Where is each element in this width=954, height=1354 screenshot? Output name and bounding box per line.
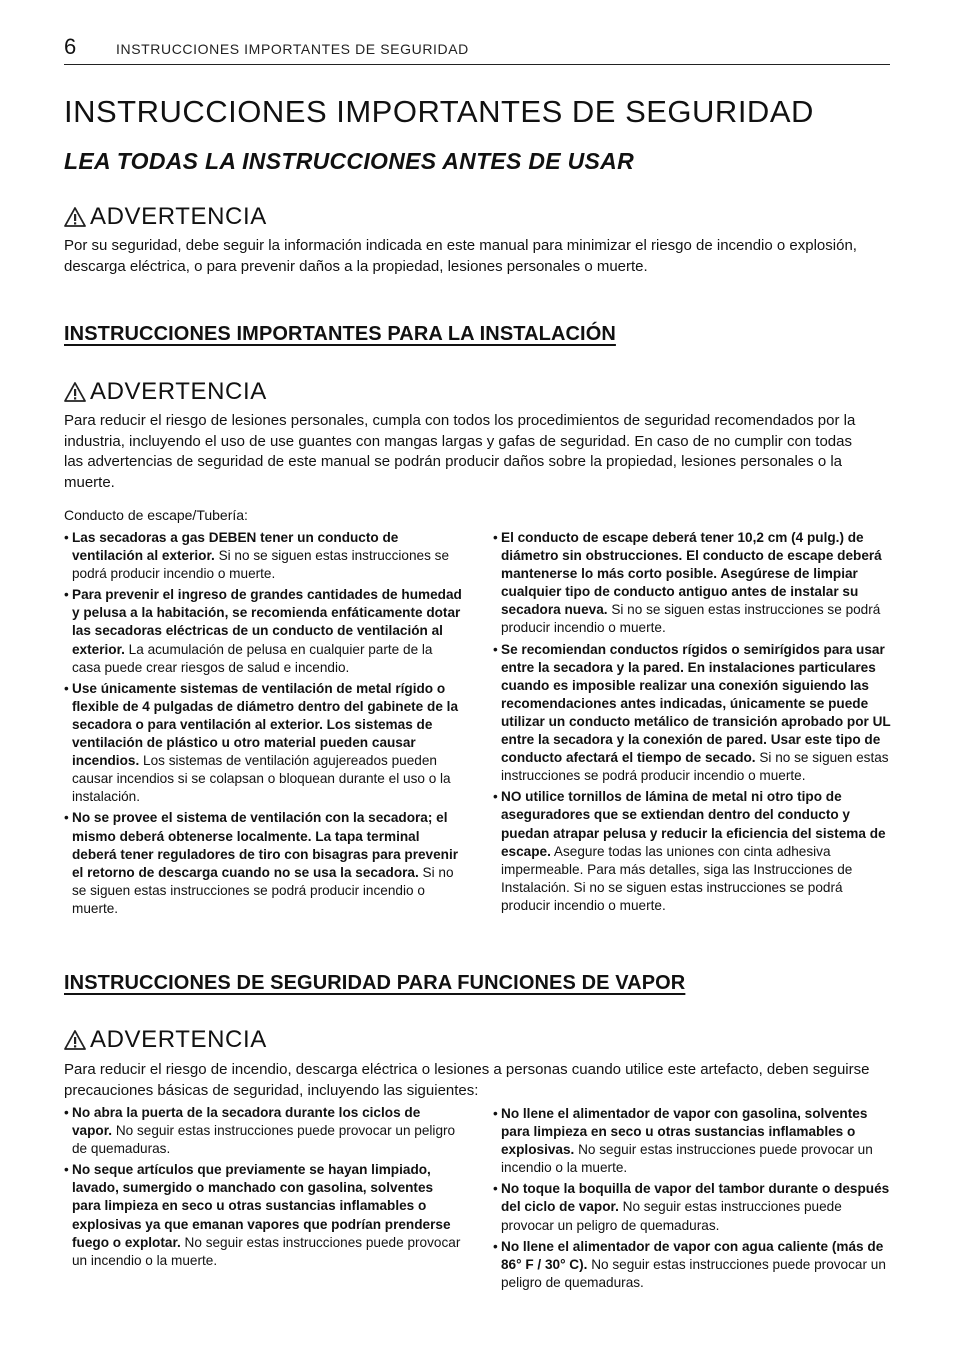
general-warning-text: Por su seguridad, debe seguir la información indicada en este manual para minimizar el riesgo de incendio o explosión, descarga eléctrica, o para prevenir daños a la propiedad, lesiones personales o muerte. (64, 237, 857, 275)
steam-warning-text: Para reducir el riesgo de incendio, descarga eléctrica o lesiones a personas cuando utilice este artefacto, deben seguirse precauciones básicas de seguridad, incluyendo las siguientes: (64, 1061, 870, 1099)
installation-list-right (493, 529, 893, 918)
list-item: • Para prevenir el ingreso de grandes cantidades de humedad y pelusa a la habitación, se recomienda enfáticamente dotar las secadoras eléctricas de un conducto de ventilación al exterior. La acumulación de pelusa en cualquier parte de la casa puede crear riesgos de salud e incendio. (64, 586, 464, 676)
page-header (64, 34, 890, 65)
exhaust-intro: Conducto de escape/Tubería: (64, 507, 248, 523)
list-item: • NO utilice tornillos de lámina de metal ni otro tipo de aseguradores que se extiendan dentro del conducto y puedan atrapar pelusa y reducir la eficiencia del sistema de escape. Asegure todas las uniones con cinta adhesiva impermeable. Para más detalles, siga las Instrucciones de Instalación. Si no se siguen estas instrucciones se podrá producir incendio o muerte. (493, 788, 893, 915)
list-item: • No abra la puerta de la secadora durante los ciclos de vapor. No seguir estas instrucciones puede provocar un peligro de quemaduras. (64, 1104, 464, 1158)
list-item: • No se provee el sistema de ventilación con la secadora; el mismo deberá obtenerse localmente. La tapa terminal deberá tener reguladores de tiro con bisagras para prevenir el retorno de descarga cuando no se usa la secadora. Si no se siguen estas instrucciones se podrá producir incendio o muerte. (64, 809, 464, 918)
warning-triangle-icon (64, 207, 86, 227)
page-number: 6 (64, 34, 77, 59)
installation-warning-text: Para reducir el riesgo de lesiones personales, cumpla con todos los procedimientos de seguridad recomendados por la industria, incluyendo el uso de use guantes con mangas largas y gafas de seguridad. En caso de no cumplir con todas las advertencias de seguridad de este manual se podrán producir daños sobre la propiedad, lesiones personales o la muerte. (64, 412, 856, 491)
steam-list-left (64, 1104, 464, 1273)
installation-list-left (64, 529, 464, 921)
warning-triangle-icon (64, 382, 86, 402)
running-title: INSTRUCCIONES IMPORTANTES DE SEGURIDAD (116, 41, 469, 57)
list-item: • Las secadoras a gas DEBEN tener un conducto de ventilación al exterior. Si no se siguen estas instrucciones se podrá producir incendio o muerte. (64, 529, 464, 583)
list-item: • El conducto de escape deberá tener 10,2 cm (4 pulg.) de diámetro sin obstrucciones. El conducto de escape deberá mantenerse lo más corto posible. Asegúrese de limpiar cualquier tipo de conducto antiguo antes de instalar su secadora nueva. Si no se siguen estas instrucciones se podrá producir incendio o muerte. (493, 529, 893, 638)
list-item: • Se recomiendan conductos rígidos o semirígidos para usar entre la secadora y la pared. En instalaciones particulares cuando es imposible realizar una conexión siguiendo las recomendaciones antes indicadas, únicamente se puede utilizar un conducto metálico de transición aprobado por UL entre la secadora y la conexión de pared. Usar este tipo de conducto afectará el tiempo de secado. Si no se siguen estas instrucciones se podrá producir incendio o muerte. (493, 641, 893, 786)
list-item: • No llene el alimentador de vapor con agua caliente (más de 86° F / 30° C). No seguir estas instrucciones puede provocar un peligro de quemaduras. (493, 1238, 893, 1292)
steam-heading: INSTRUCCIONES DE SEGURIDAD PARA FUNCIONES DE VAPOR (64, 972, 686, 994)
installation-heading: INSTRUCCIONES IMPORTANTES PARA LA INSTALACIÓN (64, 323, 616, 345)
warning-triangle-icon (64, 1030, 86, 1050)
page-title: INSTRUCCIONES IMPORTANTES DE SEGURIDAD (64, 94, 814, 129)
list-item: • No seque artículos que previamente se hayan limpiado, lavado, sumergido o manchado con gasolina, solventes para limpieza en seco u otras sustancias inflamables o explosivas ya que emanan vapores que podrían prenderse fuego o explotar. No seguir estas instrucciones puede provocar un incendio o la muerte. (64, 1161, 464, 1270)
steam-list-right (493, 1105, 893, 1295)
list-item: • Use únicamente sistemas de ventilación de metal rígido o flexible de 4 pulgadas de diámetro dentro del gabinete de la secadora o para ventilación al exterior. Los sistemas de ventilación de plástico u otro material pueden causar incendios. Los sistemas de ventilación agujereados pueden causar incendios si se colapsan o bloquean durante el uso o la instalación. (64, 680, 464, 807)
warning-label: ADVERTENCIA (90, 1026, 267, 1053)
warning-label: ADVERTENCIA (90, 203, 267, 230)
warning-label: ADVERTENCIA (90, 378, 267, 405)
list-item: • No toque la boquilla de vapor del tambor durante o después del ciclo de vapor. No seguir estas instrucciones puede provocar un peligro de quemaduras. (493, 1180, 893, 1234)
page-subtitle: LEA TODAS LA INSTRUCCIONES ANTES DE USAR (64, 148, 634, 174)
list-item: • No llene el alimentador de vapor con gasolina, solventes para limpieza en seco u otras sustancias inflamables o explosivas. No seguir estas instrucciones puede provocar un incendio o la muerte. (493, 1105, 893, 1177)
